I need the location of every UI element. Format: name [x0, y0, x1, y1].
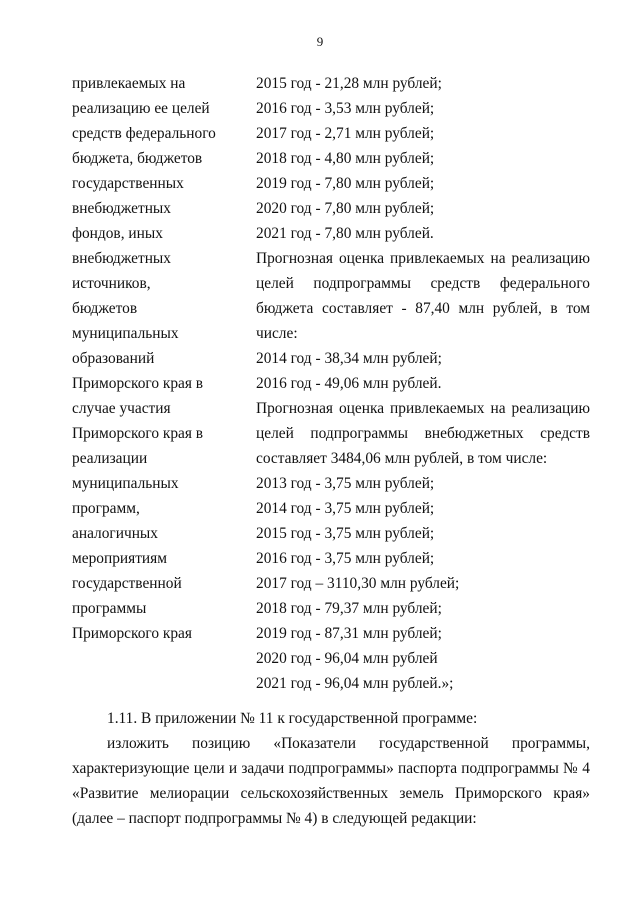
funding-year-line: 2017 год - 2,71 млн рублей;	[256, 125, 435, 142]
passport-left-column	[72, 71, 240, 646]
left-column-line: Приморского края	[72, 625, 192, 642]
left-column-line: привлекаемых на	[72, 75, 186, 92]
left-column-line: бюджета, бюджетов	[72, 150, 203, 167]
left-column-line: случае участия	[72, 400, 171, 417]
extrabudget-estimate-line: составляет 3484,06 млн рублей, в том числе:	[256, 450, 548, 467]
funding-year-line: 2016 год - 3,75 млн рублей;	[256, 550, 435, 567]
left-column-line: Приморского края в	[72, 375, 204, 392]
left-column-line: муниципальных	[72, 475, 179, 492]
funding-year-line: 2016 год - 3,53 млн рублей;	[256, 100, 435, 117]
funding-year-line: 2021 год - 7,80 млн рублей.	[256, 225, 434, 242]
federal-estimate-line: числе:	[256, 325, 298, 342]
left-column-line: государственных	[72, 175, 184, 192]
funding-year-line: 2014 год - 3,75 млн рублей;	[256, 500, 435, 517]
left-column-line: реализацию ее целей	[72, 100, 210, 117]
funding-year-line: 2020 год - 7,80 млн рублей;	[256, 200, 435, 217]
left-column-line: фондов, иных	[72, 225, 163, 242]
left-column-line: государственной	[72, 575, 182, 592]
passport-right-column	[256, 71, 590, 696]
section-body-line: (далее – паспорт подпрограммы № 4) в следующей редакции:	[72, 810, 477, 827]
funding-year-line: 2018 год - 79,37 млн рублей;	[256, 600, 442, 617]
funding-year-line: 2018 год - 4,80 млн рублей;	[256, 150, 435, 167]
left-column-line: источников,	[72, 275, 151, 292]
left-column-line: внебюджетных	[72, 250, 171, 267]
funding-year-line: 2013 год - 3,75 млн рублей;	[256, 475, 435, 492]
federal-estimate-line: Прогнозная оценка привлекаемых на реализацию	[256, 250, 590, 267]
left-column-line: Приморского края в	[72, 425, 204, 442]
left-column-line: реализации	[72, 450, 148, 467]
page-number: 9	[316, 34, 324, 49]
funding-year-line: 2017 год – 3110,30 млн рублей;	[256, 575, 460, 592]
extrabudget-estimate-line: Прогнозная оценка привлекаемых на реализацию	[256, 400, 590, 417]
left-column-line: бюджетов	[72, 300, 138, 317]
funding-year-line: 2014 год - 38,34 млн рублей;	[256, 350, 442, 367]
section-body-line: «Развитие мелиорации сельскохозяйственных земель Приморского края»	[72, 785, 590, 802]
section-body-line: изложить позицию «Показатели государственной программы,	[107, 735, 590, 752]
funding-year-line: 2021 год - 96,04 млн рублей.»;	[256, 675, 454, 692]
left-column-line: программы	[72, 600, 147, 617]
funding-year-line: 2016 год - 49,06 млн рублей.	[256, 375, 442, 392]
left-column-line: мероприятиям	[72, 550, 167, 567]
section-heading: 1.11. В приложении № 11 к государственной программе:	[107, 710, 478, 727]
funding-year-line: 2019 год - 7,80 млн рублей;	[256, 175, 435, 192]
left-column-line: аналогичных	[72, 525, 158, 542]
left-column-line: средств федерального	[72, 125, 216, 142]
amendment-section	[72, 706, 590, 831]
funding-year-line: 2015 год - 21,28 млн рублей;	[256, 75, 442, 92]
left-column-line: программ,	[72, 500, 140, 517]
left-column-line: внебюджетных	[72, 200, 171, 217]
left-column-line: образований	[72, 350, 155, 367]
funding-year-line: 2019 год - 87,31 млн рублей;	[256, 625, 442, 642]
extrabudget-estimate-line: целей подпрограммы внебюджетных средств	[256, 425, 590, 442]
funding-year-line: 2020 год - 96,04 млн рублей	[256, 650, 438, 667]
funding-year-line: 2015 год - 3,75 млн рублей;	[256, 525, 435, 542]
federal-estimate-line: бюджета составляет - 87,40 млн рублей, в том	[256, 300, 590, 317]
federal-estimate-line: целей подпрограммы средств федерального	[256, 275, 590, 292]
section-body-line: характеризующие цели и задачи подпрограммы» паспорта подпрограммы № 4	[72, 760, 590, 777]
left-column-line: муниципальных	[72, 325, 179, 342]
